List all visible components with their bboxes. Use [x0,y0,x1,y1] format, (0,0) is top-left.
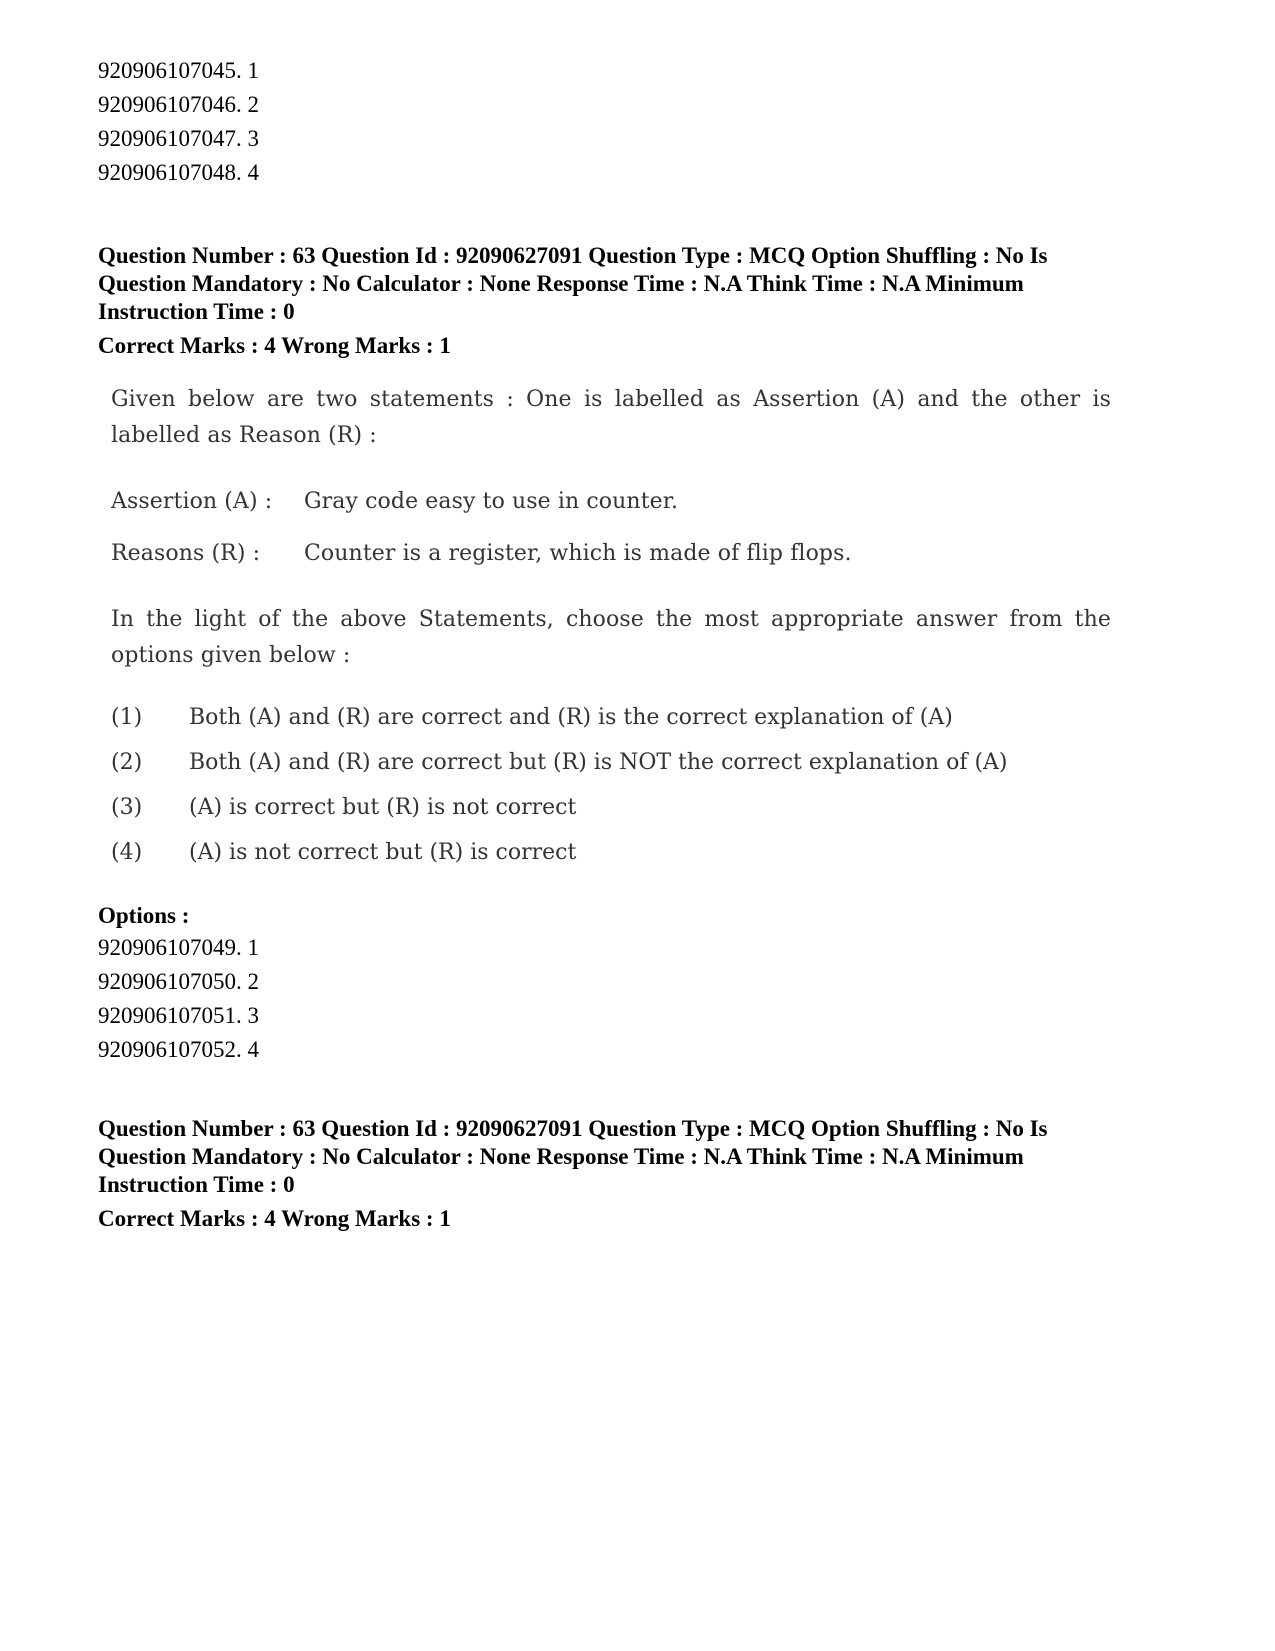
question-header-line: Question Mandatory : No Calculator : None Response Time : N.A Think Time : N.A Minimum [98,1144,1024,1169]
choice-text: Both (A) and (R) are correct and (R) is the correct explanation of (A) [189,705,953,730]
options-list [98,931,1178,1067]
option-id-line: 920906107049. 1 [98,935,259,960]
option-id-line: 920906107046. 2 [98,92,259,117]
question-intro: Given below are two statements : One is labelled as Assertion (A) and the other is labelled as Reason (R) : [111,387,1111,448]
question-header-line: Instruction Time : 0 [98,1172,295,1197]
choice-number: (1) [111,705,143,730]
question-header-line: Question Mandatory : No Calculator : None Response Time : N.A Think Time : N.A Minimum [98,271,1024,296]
question-prompt: In the light of the above Statements, choose the most appropriate answer from the options given below : [111,607,1111,668]
choice-text: (A) is correct but (R) is not correct [189,795,577,820]
options-heading: Options : [98,903,190,928]
reason-statement [111,536,1111,572]
reason-label: Reasons (R) : [111,541,261,566]
choice-number: (2) [111,750,143,775]
next-question-marks: Correct Marks : 4 Wrong Marks : 1 [98,1206,451,1231]
option-id-line: 920906107052. 4 [98,1037,259,1062]
answer-choice [111,745,1111,781]
question-header-line: Instruction Time : 0 [98,299,295,324]
option-id-line: 920906107050. 2 [98,969,259,994]
question-marks: Correct Marks : 4 Wrong Marks : 1 [98,333,451,358]
reason-text: Counter is a register, which is made of flip flops. [304,541,852,566]
question-header [98,242,1178,326]
answer-choice [111,835,1111,871]
question-body [111,382,1111,871]
option-id-line: 920906107048. 4 [98,160,259,185]
choice-text: (A) is not correct but (R) is correct [189,840,577,865]
next-question-header [98,1115,1178,1199]
previous-options-list [98,54,1178,190]
assertion-text: Gray code easy to use in counter. [304,489,679,514]
answer-choices [111,700,1111,871]
assertion-label: Assertion (A) : [111,489,273,514]
assertion-statement [111,484,1111,520]
option-id-line: 920906107051. 3 [98,1003,259,1028]
choice-number: (4) [111,840,143,865]
question-header-line: Question Number : 63 Question Id : 92090627091 Question Type : MCQ Option Shuffling : No Is [98,243,1048,268]
question-header-line: Question Number : 63 Question Id : 92090627091 Question Type : MCQ Option Shuffling : No Is [98,1116,1048,1141]
choice-text: Both (A) and (R) are correct but (R) is NOT the correct explanation of (A) [189,750,1008,775]
option-id-line: 920906107045. 1 [98,58,259,83]
choice-number: (3) [111,795,143,820]
option-id-line: 920906107047. 3 [98,126,259,151]
answer-choice [111,700,1111,736]
answer-choice [111,790,1111,826]
document-page [98,54,1178,1233]
